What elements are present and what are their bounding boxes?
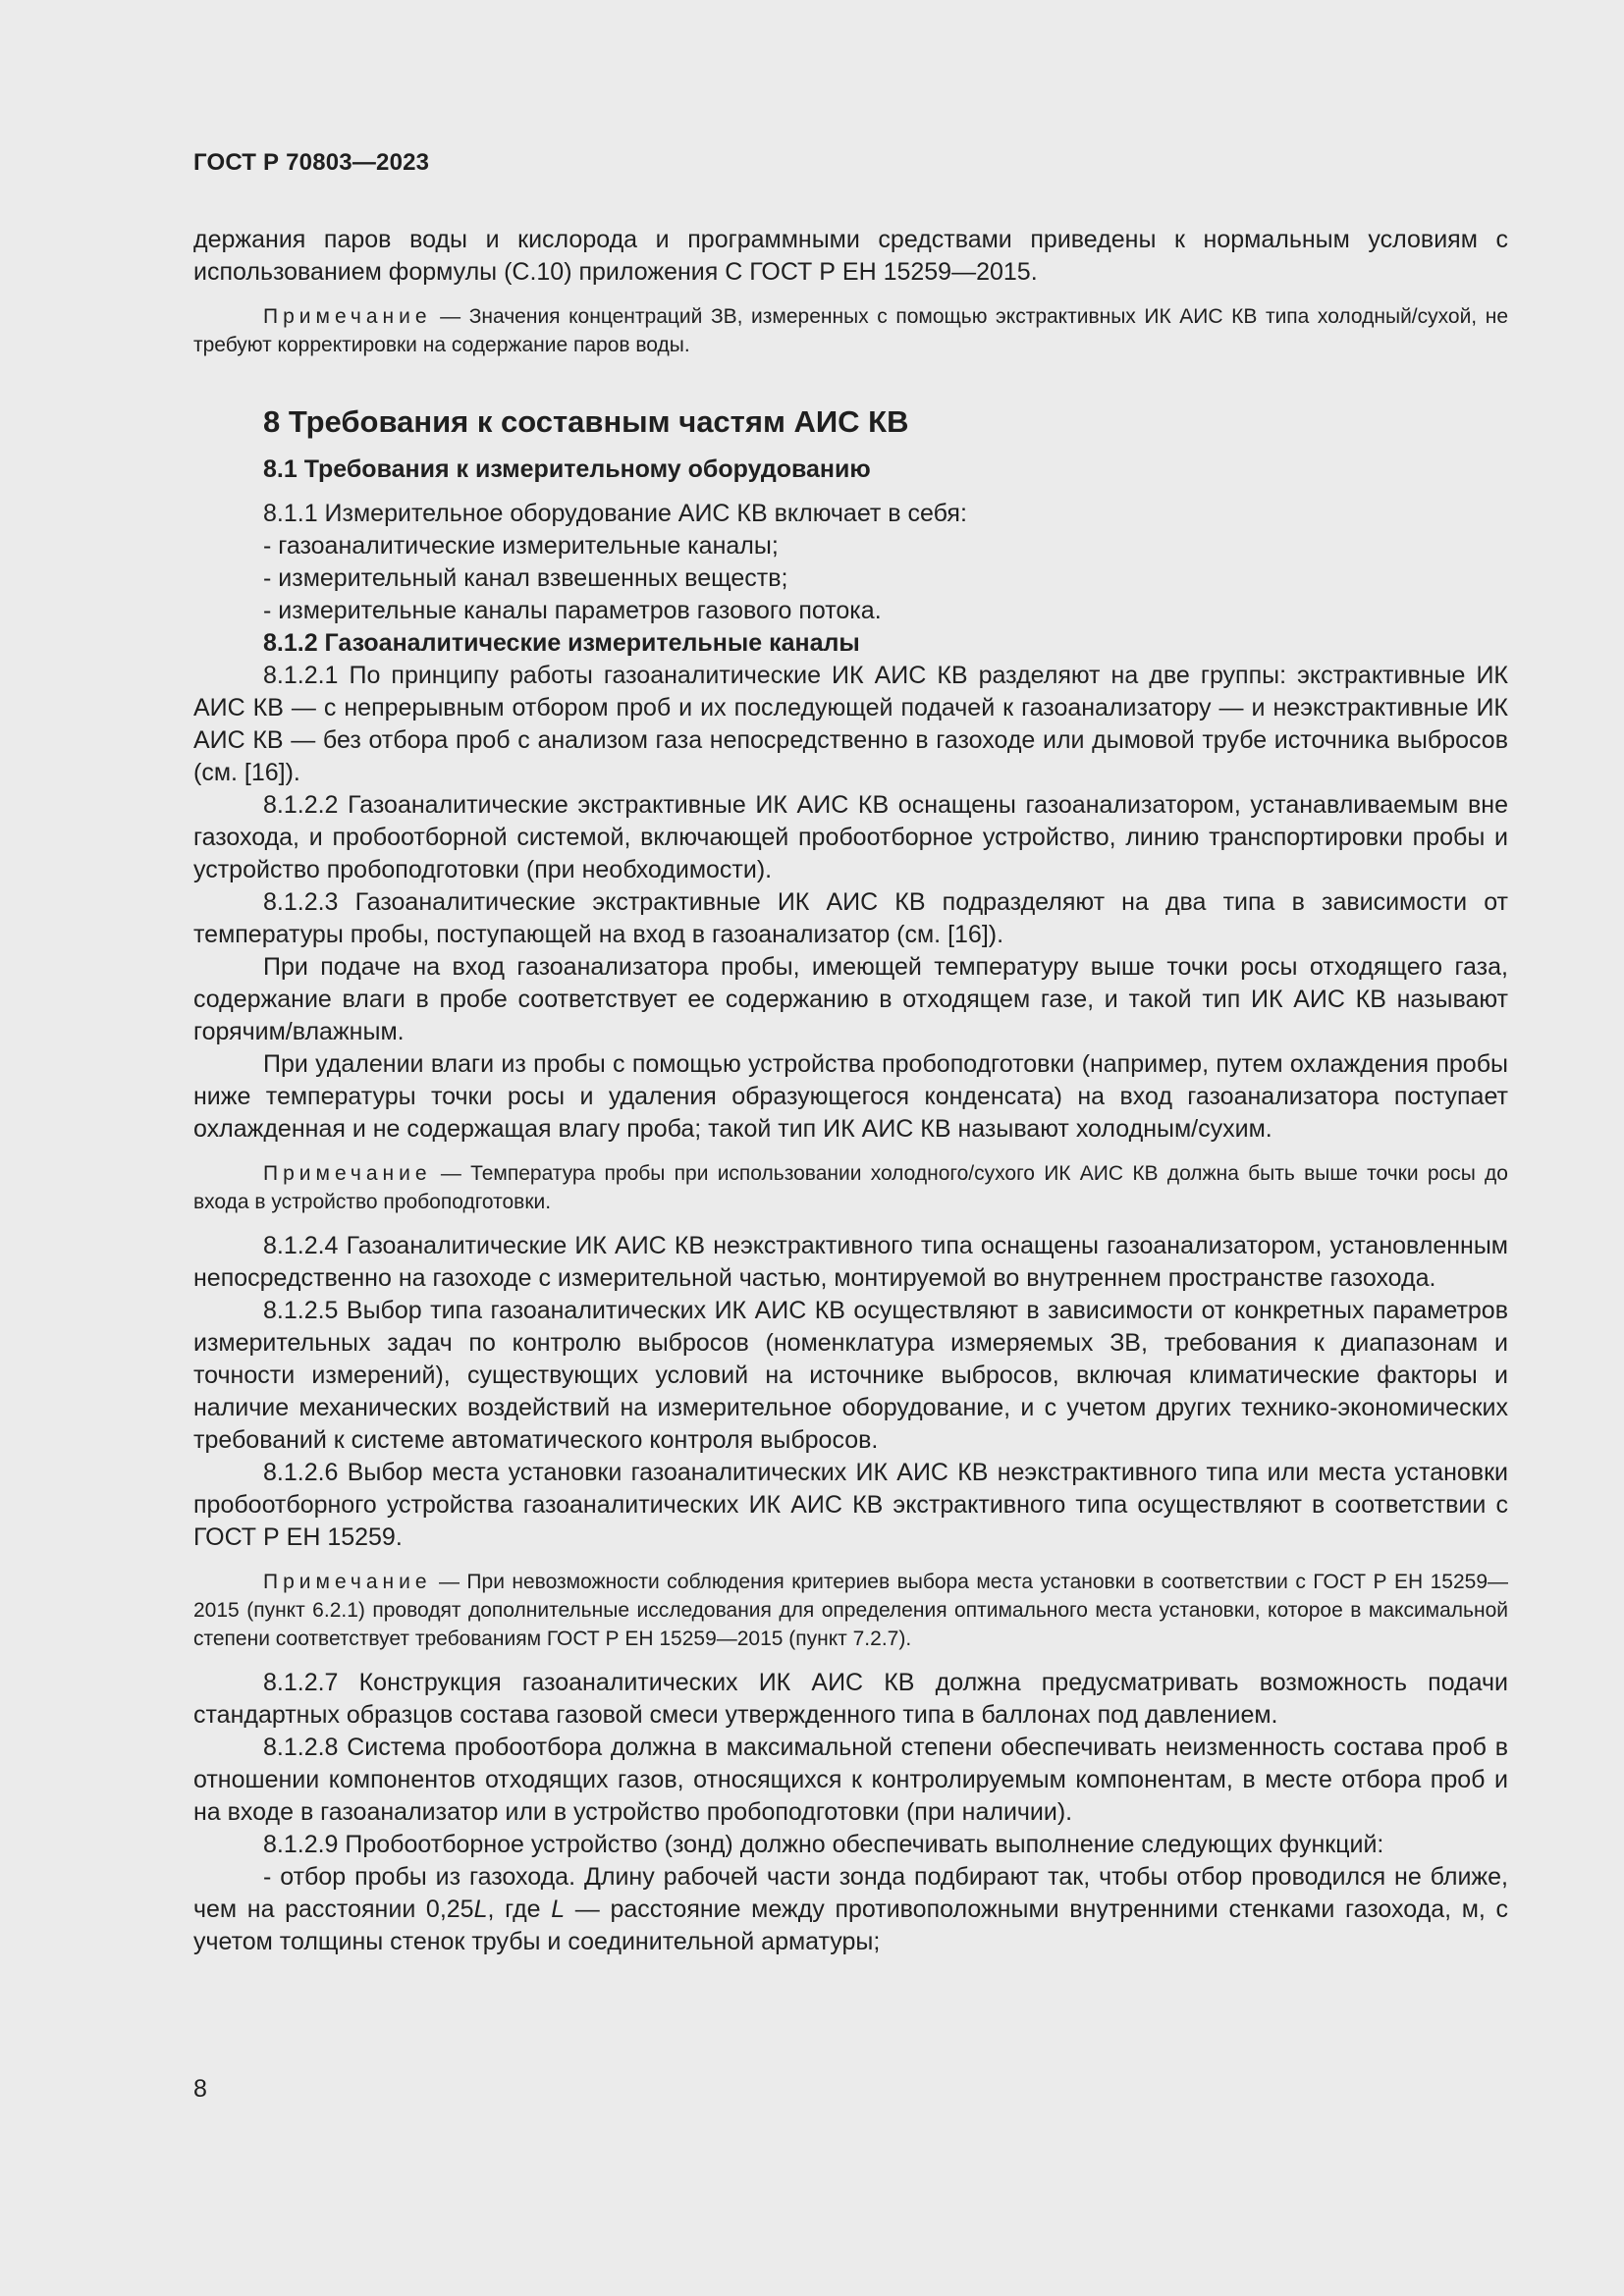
note-1 (193, 302, 1508, 359)
section-8-1-title: 8.1 Требования к измерительному оборудованию (263, 455, 871, 483)
note-text: — При невозможности соблюдения критериев выбора места установки в соответствии с ГОСТ Р ЕН 15259—2015 (пункт 6.2.1) проводят дополнительные исследования для определения оптимального места установки, которое в максимальной степени соответствует требованиям ГОСТ Р ЕН 15259—2015 (пункт 7.2.7). (193, 1571, 1508, 1650)
list-text: — расстояние между противоположными внутренними стенками газохода, м, с учетом толщины стенок трубы и соединительной арматуры; (193, 1896, 1508, 1955)
document-code-header: ГОСТ Р 70803—2023 (193, 149, 430, 176)
list-text: - отбор пробы из газохода. Длину рабочей части зонда подбирают так, чтобы отбор проводился не ближе, чем на расстоянии 0,25 (193, 1863, 1508, 1923)
list-item: - газоаналитические измерительные каналы; (263, 532, 779, 560)
page-number: 8 (193, 2075, 207, 2103)
note-text: — Температура пробы при использовании холодного/сухого ИК АИС КВ должна быть выше точки росы до входа в устройство пробоподготовки. (193, 1162, 1508, 1213)
list-item: - измерительные каналы параметров газового потока. (263, 597, 882, 624)
paragraph-8-1-1: 8.1.1 Измерительное оборудование АИС КВ включает в себя: (263, 500, 967, 527)
note-3 (193, 1568, 1508, 1653)
section-8-1-2-title: 8.1.2 Газоаналитические измерительные каналы (263, 629, 860, 657)
list-item-probe-sampling (193, 1861, 1508, 1958)
note-2 (193, 1159, 1508, 1216)
section-8-title: 8 Требования к составным частям АИС КВ (263, 404, 909, 439)
note-text: — Значения концентраций ЗВ, измеренных с помощью экстрактивных ИК АИС КВ типа холодный/сухой, не требуют корректировки на содержание паров воды. (193, 305, 1508, 356)
paragraph-8-1-2-5: 8.1.2.5 Выбор типа газоаналитических ИК АИС КВ осуществляют в зависимости от конкретных параметров измерительных задач по контролю выбросов (номенклатура измеряемых ЗВ, требования к диапазонам и точности измерений), существующих условий на источнике выбросов, включая климатические факторы и наличие механических воздействий на измерительное оборудование, и с учетом других технико-экономических требований к системе автоматического контроля выбросов. (193, 1297, 1508, 1454)
paragraph-8-1-2-9: 8.1.2.9 Пробоотборное устройство (зонд) должно обеспечивать выполнение следующих функций: (263, 1831, 1384, 1858)
paragraph-8-1-2-7: 8.1.2.7 Конструкция газоаналитических ИК АИС КВ должна предусматривать возможность подачи стандартных образцов состава газовой смеси утвержденного типа в баллонах под давлением. (193, 1669, 1508, 1729)
paragraph-8-1-2-1: 8.1.2.1 По принципу работы газоаналитические ИК АИС КВ разделяют на две группы: экстрактивные ИК АИС КВ — с непрерывным отбором проб и их последующей подачей к газоанализатору — и неэкстрактивные ИК АИС КВ — без отбора проб с анализом газа непосредственно в газоходе или дымовой трубе источника выбросов (см. [16]). (193, 662, 1508, 786)
variable-L: L (473, 1896, 488, 1923)
note-label: Примечание (263, 1571, 432, 1593)
paragraph-8-1-2-8: 8.1.2.8 Система пробоотбора должна в максимальной степени обеспечивать неизменность состава проб в отношении компонентов отходящих газов, относящихся к контролируемым компонентам, в месте отбора проб и на входе в газоанализатор или в устройство пробоподготовки (при наличии). (193, 1734, 1508, 1826)
list-item: - измерительный канал взвешенных веществ; (263, 564, 788, 592)
variable-L: L (551, 1896, 566, 1923)
list-text: , где (487, 1896, 552, 1923)
paragraph-8-1-2-3: 8.1.2.3 Газоаналитические экстрактивные ИК АИС КВ подразделяют на два типа в зависимости от температуры пробы, поступающей на вход в газоанализатор (см. [16]). (193, 888, 1508, 948)
paragraph-cold-dry: При удалении влаги из пробы с помощью устройства пробоподготовки (например, путем охлаждения пробы ниже температуры точки росы и удаления образующегося конденсата) на вход газоанализатора поступает охлажденная и не содержащая влагу проба; такой тип ИК АИС КВ называют холодным/сухим. (193, 1050, 1508, 1143)
paragraph-8-1-2-6: 8.1.2.6 Выбор места установки газоаналитических ИК АИС КВ неэкстрактивного типа или места установки пробоотборного устройства газоаналитических ИК АИС КВ экстрактивного типа осуществляют в соответствии с ГОСТ Р ЕН 15259. (193, 1459, 1508, 1551)
paragraph-intro: держания паров воды и кислорода и программными средствами приведены к нормальным условиям с использованием формулы (С.10) приложения С ГОСТ Р ЕН 15259—2015. (193, 226, 1508, 286)
note-label: Примечание (263, 305, 432, 328)
note-label: Примечание (263, 1162, 432, 1185)
document-body (193, 224, 1508, 1958)
paragraph-8-1-2-2: 8.1.2.2 Газоаналитические экстрактивные ИК АИС КВ оснащены газоанализатором, устанавливаемым вне газохода, и пробоотборной системой, включающей пробоотборное устройство, линию транспортировки пробы и устройство пробоподготовки (при необходимости). (193, 791, 1508, 883)
paragraph-hot-wet: При подаче на вход газоанализатора пробы, имеющей температуру выше точки росы отходящего газа, содержание влаги в пробе соответствует ее содержанию в отходящем газе, и такой тип ИК АИС КВ называют горячим/влажным. (193, 953, 1508, 1045)
paragraph-8-1-2-4: 8.1.2.4 Газоаналитические ИК АИС КВ неэкстрактивного типа оснащены газоанализатором, установленным непосредственно на газоходе с измерительной частью, монтируемой во внутреннем пространстве газохода. (193, 1232, 1508, 1292)
